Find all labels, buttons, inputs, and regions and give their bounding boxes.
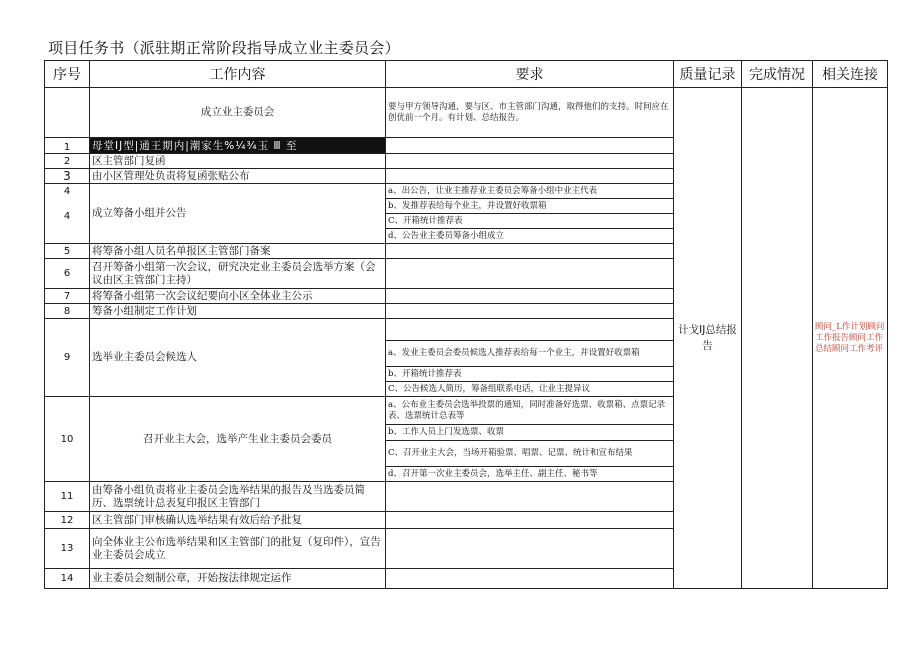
req-cell [386, 319, 674, 341]
req-cell [386, 154, 674, 169]
seq-cell: 3 [45, 169, 90, 184]
req-cell: b、开箱统计推荐表 [386, 367, 674, 382]
seq-cell [45, 88, 90, 138]
req-cell [386, 529, 674, 569]
status-cell [742, 88, 813, 589]
req-cell [386, 138, 674, 154]
req-cell: d、召开第一次业主委员会，选举主任、副主任、秘书等 [386, 467, 674, 482]
req-cell: 要与甲方领导沟通，要与区、市主管部门沟通，取得他们的支持。时间应在创优前一个月。有计划、总结报告。 [386, 88, 674, 138]
seq-main: 4 [63, 211, 71, 222]
work-cell: 筹备小组制定工作计划 [90, 304, 386, 319]
req-cell: C、召开业主大会，当场开箱验票、唱票、记票、统计和宣布结果 [386, 441, 674, 467]
seq-cell: 1 [45, 138, 90, 154]
seq-cell: 14 [45, 569, 90, 589]
seq-cell: 10 [45, 397, 90, 482]
req-cell [386, 259, 674, 289]
seq-cell: 13 [45, 529, 90, 569]
seq-cell: 6 [45, 259, 90, 289]
req-cell [386, 169, 674, 184]
work-cell: 区主管部门审核确认选举结果有效后给予批复 [90, 512, 386, 529]
links-text: 顾问_L作计划顾问工作报告顾问工作总结顾问工作考评 [815, 321, 885, 354]
page-title: 项目任务书（派驻期正常阶段指导成立业主委员会） [48, 39, 400, 57]
req-cell [386, 304, 674, 319]
req-cell [386, 244, 674, 259]
seq-cell [45, 184, 90, 244]
header-work: 工作内容 [90, 61, 386, 88]
seq-top: 4 [63, 186, 71, 197]
work-cell: 召开业主大会，选举产生业主委员会委员 [90, 397, 386, 482]
header-req: 要求 [386, 61, 674, 88]
req-cell: C、开箱统计推荐表 [386, 214, 674, 229]
req-cell [386, 289, 674, 304]
work-cell: 成立筹备小组并公告 [90, 184, 386, 244]
header-seq: 序号 [45, 61, 90, 88]
header-row [45, 61, 888, 88]
header-quality: 质量记录 [674, 61, 742, 88]
table-row [45, 88, 888, 138]
seq-cell: 7 [45, 289, 90, 304]
seq-cell: 11 [45, 482, 90, 512]
seq-cell: 5 [45, 244, 90, 259]
req-cell [386, 482, 674, 512]
req-cell: b、发推荐表给每个业主，并设置好收票箱 [386, 199, 674, 214]
work-cell: 召开筹备小组第一次会议，研究决定业主委员会选举方案（会议由区主管部门主持） [90, 259, 386, 289]
req-cell: a、发业主委员会委员候选人推荐表给每一个业主，并设置好收票箱 [386, 341, 674, 367]
work-cell: 区主管部门复函 [90, 154, 386, 169]
links-cell [813, 88, 888, 589]
work-cell: 业主委员会刻制公章，开始按法律规定运作 [90, 569, 386, 589]
work-cell: 由小区管理处负责将复函张贴公布 [90, 169, 386, 184]
work-cell: 向全体业主公布选举结果和区主管部门的批复（复印件），宣告业主委员会成立 [90, 529, 386, 569]
work-cell: 将筹备小组第一次会议纪要向小区全体业主公示 [90, 289, 386, 304]
req-cell: a、公布业主委员会选举投票的通知，同时准备好选票、收票箱、点票记录表、选票统计总表等 [386, 397, 674, 425]
work-cell: 选举业主委员会候选人 [90, 319, 386, 397]
work-cell: 成立业主委员会 [90, 88, 386, 138]
work-cell: 将筹备小组人员名单报区主管部门备案 [90, 244, 386, 259]
task-table [44, 60, 888, 589]
header-status: 完成情况 [742, 61, 813, 88]
seq-cell: 12 [45, 512, 90, 529]
req-cell: a、出公告，让业主推荐业主委员会筹备小组中业主代表 [386, 184, 674, 199]
req-cell: C、公告候选人简历，筹备组联系电话，让业主提异议 [386, 382, 674, 397]
req-cell: b、工作人员上门发选票、收票 [386, 425, 674, 441]
work-cell: 母堂IJ型|通王期内|潮家生%¼¾玉 Ⅲ 至 [90, 138, 386, 154]
req-cell [386, 569, 674, 589]
req-cell [386, 512, 674, 529]
seq-cell: 9 [45, 319, 90, 397]
req-cell: d、公告业主委员筹备小组成立 [386, 229, 674, 244]
work-cell: 由筹备小组负责将业主委员会选举结果的报告及当选委员简历、选票统计总表复印报区主管部门 [90, 482, 386, 512]
quality-cell [674, 88, 742, 589]
quality-text: 计戈IJ总结报告 [678, 324, 737, 352]
seq-cell: 8 [45, 304, 90, 319]
header-links: 相关连接 [813, 61, 888, 88]
seq-cell: 2 [45, 154, 90, 169]
